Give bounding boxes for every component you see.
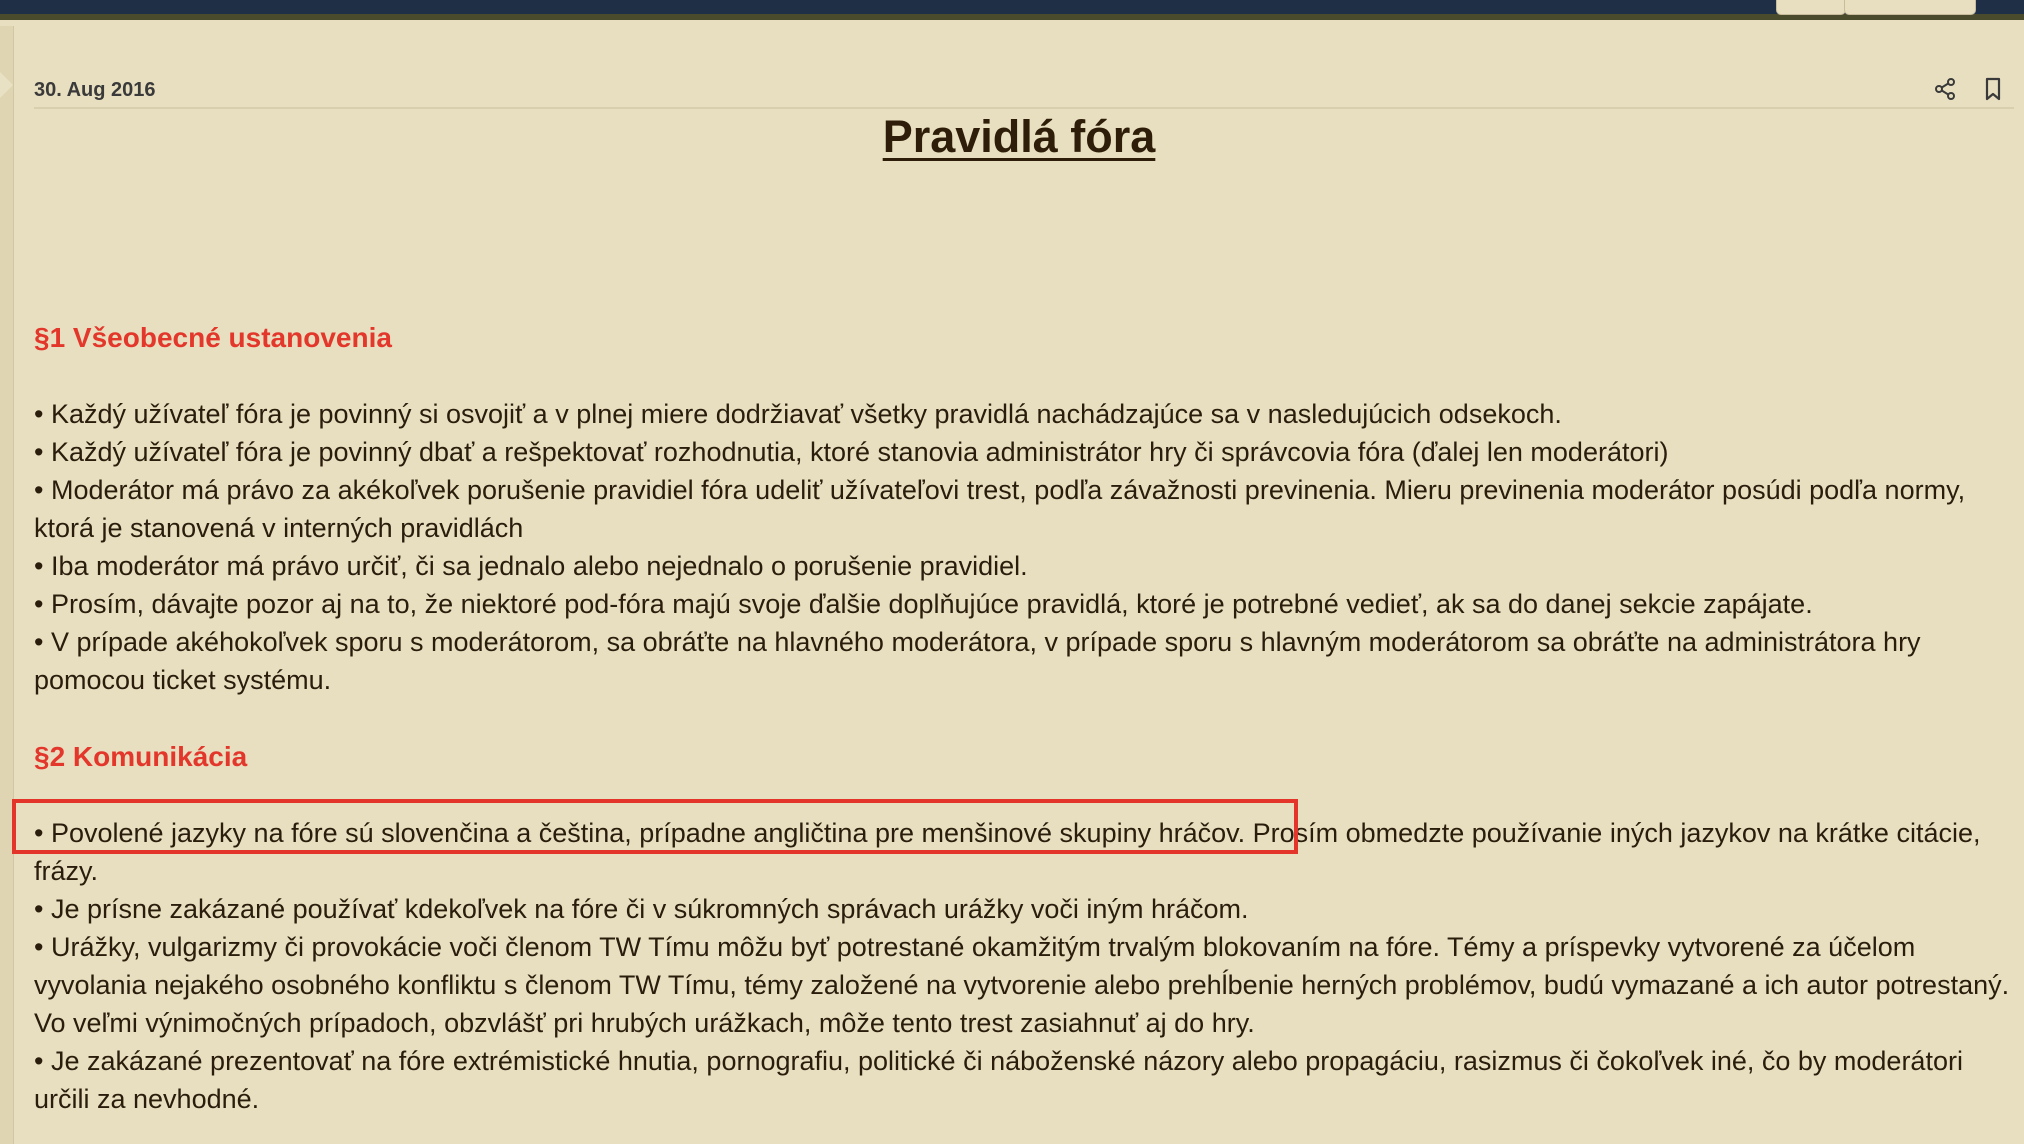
section-communication [34, 738, 2014, 1118]
left-notch [0, 72, 13, 98]
forum-post [14, 26, 2024, 1144]
rule-item: • Je zakázané prezentovať na fóre extrémistické hnutia, pornografiu, politické či náboženské názory alebo propagáciu, rasizmus či čokoľvek iné, čo by moderátori určili za nevhodné. [34, 1046, 1963, 1114]
share-icon[interactable] [1932, 76, 1958, 102]
section-heading: §2 Komunikácia [34, 741, 248, 772]
post-date: 30. Aug 2016 [34, 79, 156, 101]
section-heading: §1 Všeobecné ustanovenia [34, 322, 392, 353]
rule-item: • Prosím, dávajte pozor aj na to, že niektoré pod-fóra majú svoje ďalšie doplňujúce pravidlá, ktoré je potrebné vedieť, ak sa do danej sekcie zapájate. [34, 589, 1813, 619]
rule-item: • V prípade akéhokoľvek sporu s moderátorom, sa obráťte na hlavného moderátora, v prípade sporu s hlavným moderátorom sa obráťte na administrátora hry pomocou ticket systému. [34, 627, 1921, 695]
left-edge [0, 26, 14, 1144]
rule-item: • Moderátor má právo za akékoľvek porušenie pravidiel fóra udeliť užívateľovi trest, podľa závažnosti previnenia. Mieru previnenia moderátor posúdi podľa normy, ktorá je stanovená v interných pravidlách [34, 475, 1966, 543]
bookmark-icon[interactable] [1980, 76, 2006, 102]
section-general [34, 319, 2014, 699]
topbar-tab-left[interactable] [1776, 0, 1846, 15]
rule-item: • Každý užívateľ fóra je povinný si osvojiť a v plnej miere dodržiavať všetky pravidlá nachádzajúce sa v nasledujúcich odsekoch. [34, 399, 1562, 429]
rule-list [34, 395, 2014, 699]
top-bar [0, 0, 2024, 20]
rule-item: • Urážky, vulgarizmy či provokácie voči členom TW Tímu môžu byť potrestané okamžitým trvalým blokovaním na fóre. Témy a príspevky vytvorené za účelom vyvolania nejakého osobného konfliktu s členom TW Tímu, témy založené na vytvorenie alebo prehĺbenie herných problémov, budú vymazané a ich autor potrestaný. Vo veľmi výnimočných prípadoch, obzvlášť pri hrubých urážkach, môže tento trest zasiahnuť aj do hry. [34, 932, 2010, 1038]
rule-item: • Každý užívateľ fóra je povinný dbať a rešpektovať rozhodnutia, ktoré stanovia administrátor hry či správcovia fóra (ďalej len moderátori) [34, 437, 1669, 467]
rule-list [34, 814, 2014, 1118]
rule-item: • Povolené jazyky na fóre sú slovenčina a čeština, prípadne angličtina pre menšinové skupiny hráčov. Prosím obmedzte používanie iných jazykov na krátke citácie, frázy. [34, 818, 1981, 886]
page-title: Pravidlá fóra [882, 111, 1156, 162]
post-header [34, 54, 2014, 109]
topbar-tab-right[interactable] [1844, 0, 1976, 15]
rule-item: • Je prísne zakázané používať kdekoľvek na fóre či v súkromných správach urážky voči iným hráčom. [34, 894, 1249, 924]
rule-item: • Iba moderátor má právo určiť, či sa jednalo alebo nejednalo o porušenie pravidiel. [34, 551, 1028, 581]
